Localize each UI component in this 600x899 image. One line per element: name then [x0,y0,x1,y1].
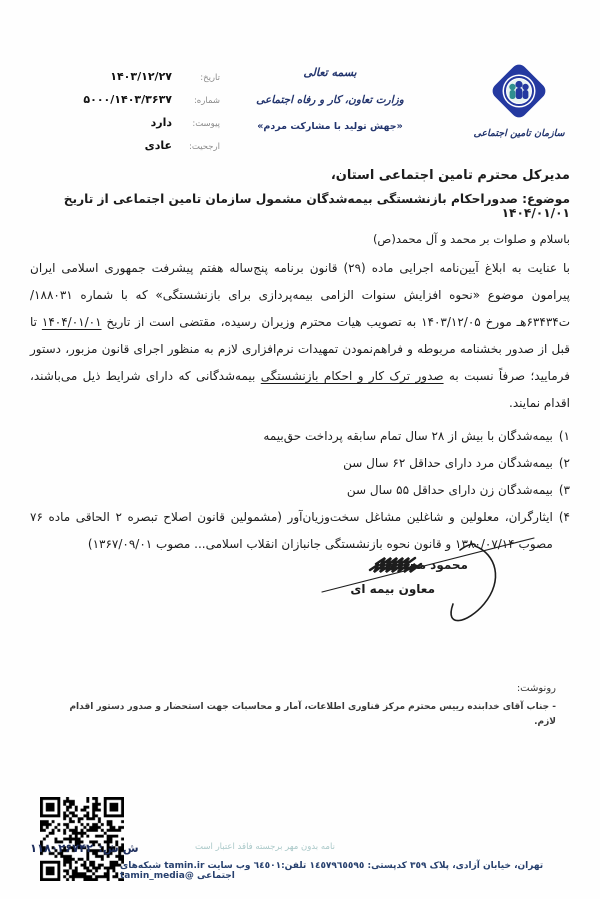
social-security-logo-icon [486,58,552,124]
attachment-value: دارد [150,116,172,129]
organization-name: سازمان تامین اجتماعی [473,128,565,139]
footer-address-line: تهران، خیابان آزادی، پلاک ٣٥٩ کدپستی: ١٤٥٧٩٦٥٥٩٥ تلفن:٦٤٥٠١ وب سایت tamin.ir شبکه‌های اجتماعی @tamin_media [120,861,544,881]
meta-row-attachment [30,116,220,129]
key-action-underlined: صدور ترک کار و احکام بازنشستگی [260,369,444,383]
condition-item-2 [30,450,570,477]
condition-number: ۱) [558,429,570,443]
condition-number: ۳) [558,483,570,497]
meta-row-date [30,70,220,83]
ministry-name: وزارت تعاون، کار و رفاه اجتماعی [256,94,404,106]
condition-number: ۲) [558,456,570,470]
letter-meta [30,70,220,162]
meta-row-number [30,93,220,106]
year-slogan: «جهش تولید با مشارکت مردم» [257,121,403,132]
priority-label: ارجحیت: [189,142,220,152]
paragraph-seg1: با عنایت به ابلاغ آیین‌نامه اجرایی ماده (۲۹) قانون برنامه پنج‌ساله هفتم پیشرفت جمهوری اسلامی ایران پیرامون موضوع «نحوه افزایش سنوات الزامی بیمه‌پردازی برای بازنشستگی» که با شماره ۱۸۸۰۳۱/ت۶۳۴۳۴هـ مورخ ۱۴۰۳/۱۲/۰۵ به تصویب هیات محترم وزیران رسیده، مقتضی است از تاریخ [30,261,571,329]
salutation-line: باسلام و صلوات بر محمد و آل محمد(ص) [372,232,570,246]
main-paragraph [30,255,570,417]
effective-date-underlined: ۱۴۰۴/۰۱/۰۱ [41,315,102,329]
besmellah-line: بسمه تعالی [303,66,357,79]
validity-note: نامه بدون مهر برجسته فاقد اعتبار است [195,842,335,852]
condition-item-3 [30,477,570,504]
condition-item-1 [30,423,570,450]
cc-section [60,683,556,730]
signature-block [318,512,538,630]
signer-name: محمود محمدی [383,558,468,572]
addressee-line: مدیرکل محترم تامین اجتماعی استان، [330,168,570,183]
signer-title: معاون بیمه ای [350,582,435,596]
cc-item: - جناب آقای خدابنده رییس محترم مرکز فناوری اطلاعات، آمار و محاسبات جهت استحضار و صدور دستور اقدام لازم. [69,702,556,727]
condition-number: ۴) [558,510,570,524]
condition-text: بیمه‌شدگان با بیش از ۲۸ سال تمام سابقه پرداخت حق‌بیمه [263,429,553,443]
meta-row-priority [30,139,220,152]
date-label: تاریخ: [200,73,220,83]
cc-heading: رونوشت: [516,683,556,694]
paragraph-seg3: تا قبل از صدور بخشنامه مربوطه و فراهم‌نمودن تمهیدات نرم‌افزاری لازم به منظور اجرای قانون مزبور، دستور فرمایید؛ صرفاً نسبت به [30,315,570,383]
subject-line: موضوع: صدوراحکام بازنشستگی بیمه‌شدگان مشمول سازمان تامین اجتماعی از تاریخ ۱۴۰۴/۰۱/۰۱ [63,192,570,220]
priority-value: عادی [144,139,172,152]
number-value: ۵۰۰۰/۱۴۰۳/۳۶۳۷ [83,93,172,106]
letterhead-center [235,66,425,132]
organization-logo-block [464,58,574,139]
number-label: شماره: [193,96,220,106]
date-value: ۱۴۰۳/۱۲/۲۷ [110,70,172,83]
condition-text: بیمه‌شدگان مرد دارای حداقل ۶۲ سال سن [343,456,553,470]
attachment-label: پیوست: [192,119,220,129]
condition-text: بیمه‌شدگان زن دارای حداقل ۵۵ سال سن [346,483,553,497]
tracking-label: ش ش: [98,841,139,855]
tracking-value: ۱۱۸۰۲۶۷۴۲ [30,841,94,855]
paragraph-seg5: بیمه‌شدگانی که دارای شرایط ذیل می‌باشند، اقدام نمایند. [30,369,570,410]
condition-text: ایثارگران، معلولین و شاغلین مشاغل سخت‌وزیان‌آور (مشمولین قانون اصلاح تبصره ۲ الحاقی ماده ۷۶ مصوب ۱۳۸۰/۰۷/۱۴ و قانون نحوه بازنشستگی جانبازان انقلاب اسلامی... مصوب ۱۳۶۷/۰۹/۰۱) [30,510,553,551]
letter-body [30,168,570,558]
